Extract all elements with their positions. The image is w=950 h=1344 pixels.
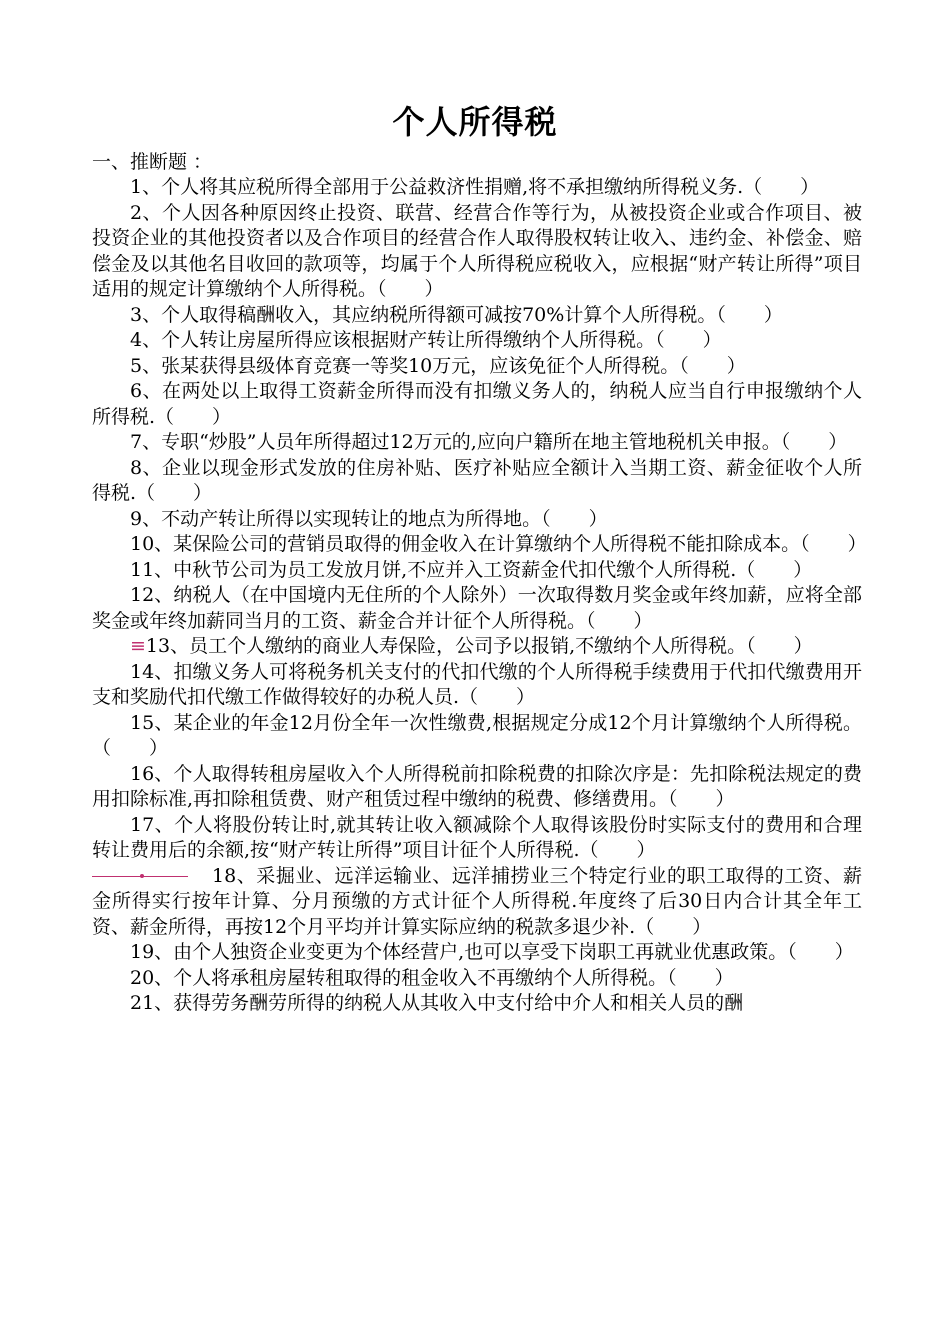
question-1: 1、个人将其应税所得全部用于公益救济性捐赠,将不承担缴纳所得税义务.（ ）: [130, 176, 820, 198]
question-18-text: 18、采掘业、远洋运输业、远洋捕捞业三个特定行业的职工取得的工资、薪金所得实行按年计算、分月预缴的方式计征个人所得税.年度终了后30日内合计其全年工资、薪金所得，再按12个月平均并计算实际应纳的税款多退少补.（ ）: [92, 864, 862, 938]
question-15: 15、某企业的年金12月份全年一次性缴费,根据规定分成12个月计算缴纳个人所得税。（ ）: [92, 711, 862, 759]
revision-mark-icon: ≡: [130, 635, 146, 657]
question-2: 2、个人因各种原因终止投资、联营、经营合作等行为，从被投资企业或合作项目、被投资企业的其他投资者以及合作项目的经营合作人取得股权转让收入、违约金、补偿金、赔偿金及以其他名目收回的款项等，均属于个人所得税应税收入，应根据“财产转让所得”项目适用的规定计算缴纳个人所得税。（ ）: [92, 201, 862, 300]
question-12: 12、纳税人（在中国境内无住所的个人除外）一次取得数月奖金或年终加薪，应将全部奖金或年终加薪同当月的工资、薪金合并计征个人所得税。（ ）: [92, 584, 862, 632]
question-8: 8、企业以现金形式发放的住房补贴、医疗补贴应全额计入当期工资、薪金征收个人所得税.（ ）: [92, 456, 862, 504]
question-9: 9、不动产转让所得以实现转让的地点为所得地。（ ）: [130, 507, 608, 530]
document-title: 个人所得税: [392, 103, 558, 141]
question-17: 17、个人将股份转让时,就其转让收入额减除个人取得该股份时实际支付的费用和合理转让费用后的余额,按“财产转让所得”项目计征个人所得税.（ ）: [92, 813, 862, 861]
question-18: [92, 864, 862, 941]
question-10: 10、某保险公司的营销员取得的佣金收入在计算缴纳个人所得税不能扣除成本。（ ）: [130, 533, 867, 555]
question-11: 11、中秋节公司为员工发放月饼,不应并入工资薪金代扣代缴个人所得税.（ ）: [130, 558, 813, 581]
question-14: 14、扣缴义务人可将税务机关支付的代扣代缴的个人所得税手续费用于代扣代缴费用开支和奖励代扣代缴工作做得较好的办税人员.（ ）: [92, 660, 862, 708]
question-5: 5、张某获得县级体育竞赛一等奖10万元，应该免征个人所得税。（ ）: [130, 354, 746, 377]
question-7: 7、专职“炒股”人员年所得超过12万元的,应向户籍所在地主管地税机关申报。（ ）: [130, 431, 848, 453]
question-3: 3、个人取得稿酬收入，其应纳税所得额可减按70%计算个人所得税。（ ）: [130, 303, 783, 326]
question-13: [92, 634, 862, 660]
question-21: 21、获得劳务酬劳所得的纳税人从其收入中支付给中介人和相关人员的酬: [130, 992, 744, 1014]
revision-line-icon: [92, 876, 188, 877]
question-6: 6、在两处以上取得工资薪金所得而没有扣缴义务人的，纳税人应当自行申报缴纳个人所得税.（ ）: [92, 380, 862, 428]
question-4: 4、个人转让房屋所得应该根据财产转让所得缴纳个人所得税。（ ）: [130, 329, 722, 351]
question-16: 16、个人取得转租房屋收入个人所得税前扣除税费的扣除次序是：先扣除税法规定的费用扣除标准,再扣除租赁费、财产租赁过程中缴纳的税费、修缮费用。（ ）: [92, 762, 862, 810]
question-13-text: 13、员工个人缴纳的商业人寿保险，公司予以报销,不缴纳个人所得税。（ ）: [145, 635, 813, 657]
section-heading: 一、推断题 ：: [92, 151, 213, 173]
question-list: [92, 175, 867, 1017]
question-19: 19、由个人独资企业变更为个体经营户,也可以享受下岗职工再就业优惠政策。（ ）: [130, 941, 854, 963]
question-20: 20、个人将承租房屋转租取得的租金收入不再缴纳个人所得税。（ ）: [130, 966, 734, 989]
